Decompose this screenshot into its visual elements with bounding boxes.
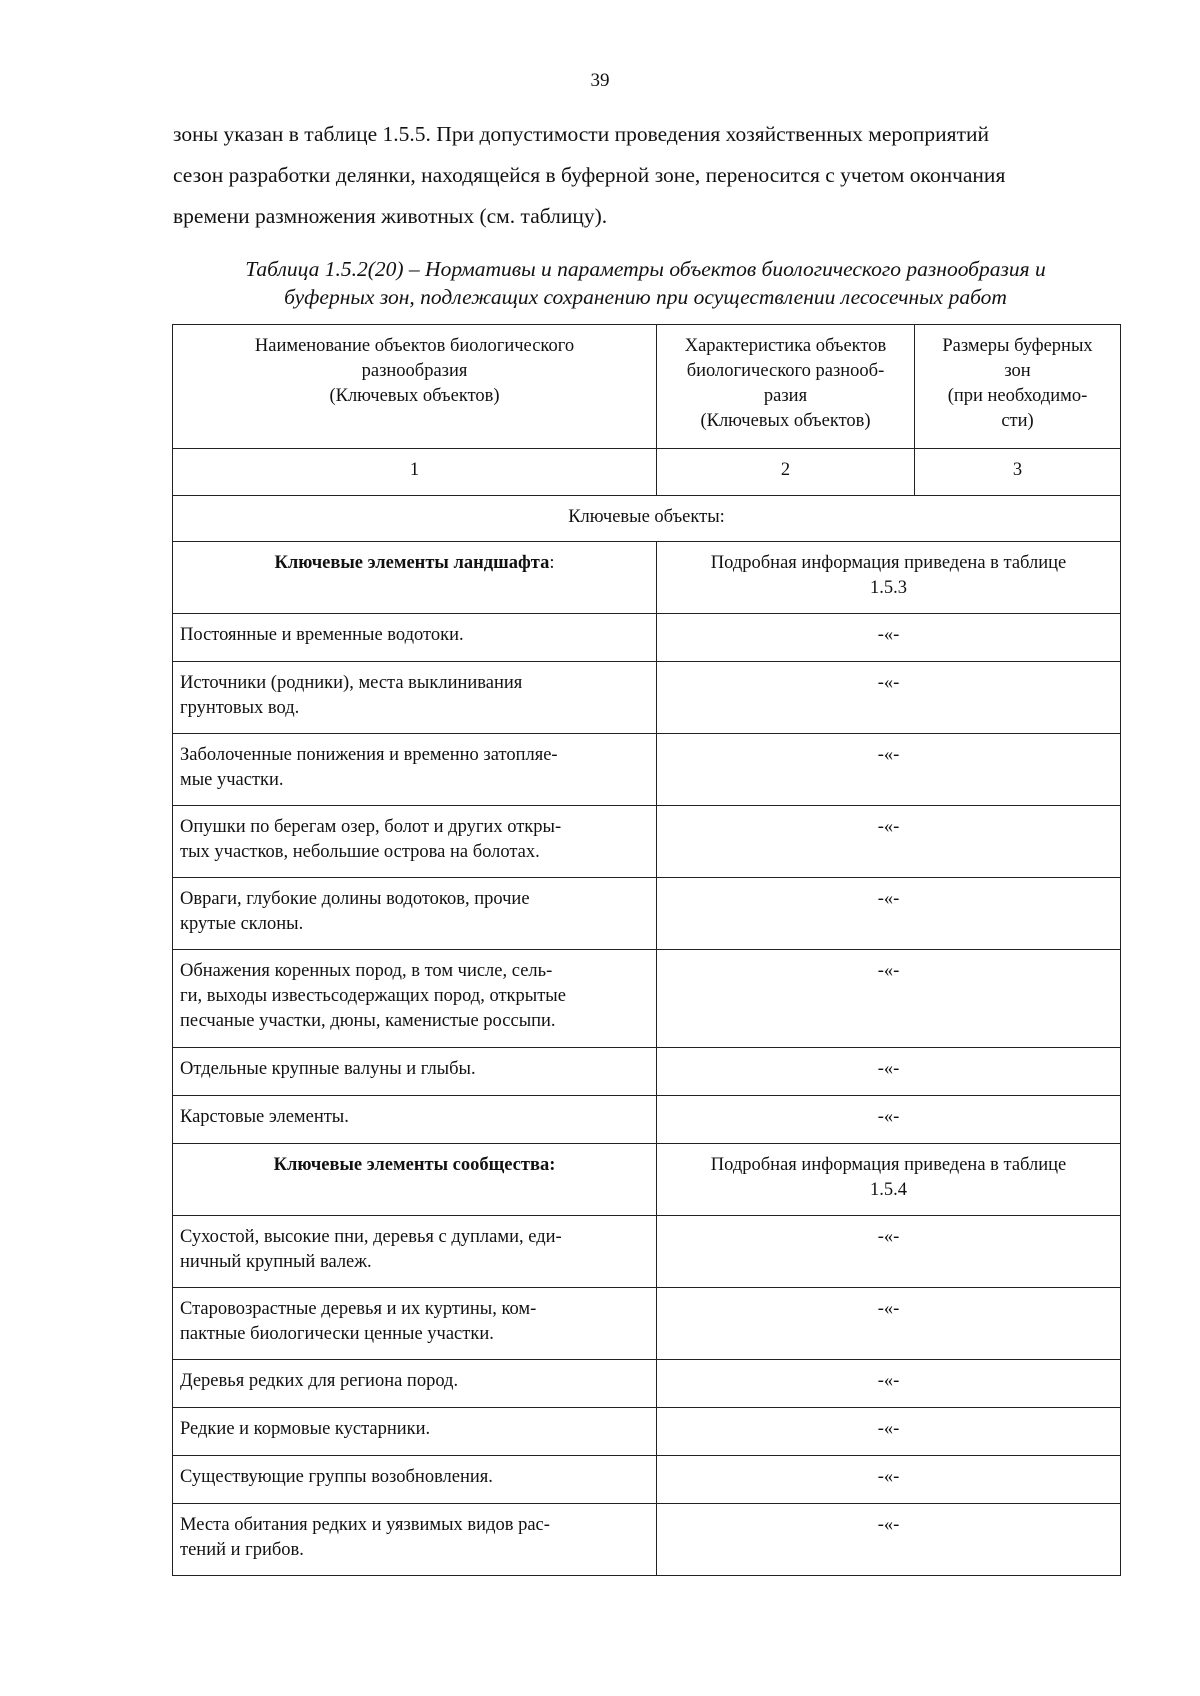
- page-number: 39: [590, 70, 610, 91]
- header-cell-characteristics: Характеристика объектов биологического разнооб- разия (Ключевых объектов): [657, 325, 915, 449]
- column-number: 3: [915, 449, 1121, 496]
- object-name-cell: Карстовые элементы.: [173, 1096, 657, 1144]
- group-title: [173, 1144, 657, 1216]
- caption-line: Таблица 1.5.2(20) – Нормативы и параметры объектов биологического разнообразия и: [245, 257, 1046, 281]
- object-name-cell: Существующие группы возобновления.: [173, 1456, 657, 1504]
- object-name-cell: Деревья редких для региона пород.: [173, 1360, 657, 1408]
- ditto-mark-cell: -«-: [657, 878, 1121, 950]
- group-title-text: Ключевые элементы ландшафта: [274, 553, 550, 573]
- header-cell-buffer-size: Размеры буферных зон (при необходимо- сти): [915, 325, 1121, 449]
- table-row: [173, 734, 1121, 806]
- ditto-mark-cell: -«-: [657, 1288, 1121, 1360]
- object-name-cell: Редкие и кормовые кустарники.: [173, 1408, 657, 1456]
- intro-line: времени размножения животных (см. таблицу).: [173, 204, 608, 228]
- ditto-mark-cell: -«-: [657, 1096, 1121, 1144]
- table-row: [173, 1456, 1121, 1504]
- table-row: [173, 662, 1121, 734]
- object-name-cell: Сухостой, высокие пни, деревья с дуплами, еди- ничный крупный валеж.: [173, 1216, 657, 1288]
- object-name-cell: Обнажения коренных пород, в том числе, сель- ги, выходы известьсодержащих пород, открытые песчаные участки, дюны, каменистые россыпи.: [173, 950, 657, 1048]
- ditto-mark-cell: -«-: [657, 1504, 1121, 1576]
- object-name-cell: Отдельные крупные валуны и глыбы.: [173, 1048, 657, 1096]
- group-title-suffix: :: [549, 553, 555, 573]
- object-name-cell: Овраги, глубокие долины водотоков, прочие крутые склоны.: [173, 878, 657, 950]
- ditto-mark-cell: -«-: [657, 734, 1121, 806]
- object-name-cell: Заболоченные понижения и временно затопляе- мые участки.: [173, 734, 657, 806]
- ditto-mark-cell: -«-: [657, 1048, 1121, 1096]
- header-row: [173, 325, 1121, 449]
- object-name-cell: Источники (родники), места выклинивания грунтовых вод.: [173, 662, 657, 734]
- column-number: 1: [173, 449, 657, 496]
- group-info: Подробная информация приведена в таблице 1.5.3: [657, 542, 1121, 614]
- ditto-mark-cell: -«-: [657, 1360, 1121, 1408]
- intro-line: зоны указан в таблице 1.5.5. При допустимости проведения хозяйственных мероприятий: [173, 122, 989, 146]
- ditto-mark-cell: -«-: [657, 662, 1121, 734]
- table-row: [173, 878, 1121, 950]
- ditto-mark-cell: -«-: [657, 950, 1121, 1048]
- object-name-cell: Старовозрастные деревья и их куртины, ком- пактные биологически ценные участки.: [173, 1288, 657, 1360]
- table-row: [173, 806, 1121, 878]
- table-row: [173, 614, 1121, 662]
- group-info: Подробная информация приведена в таблице 1.5.4: [657, 1144, 1121, 1216]
- table-row: [173, 1360, 1121, 1408]
- group-title: [173, 542, 657, 614]
- column-number-row: [173, 449, 1121, 496]
- object-name-cell: Постоянные и временные водотоки.: [173, 614, 657, 662]
- group-title-text: Ключевые элементы сообщества:: [273, 1155, 556, 1175]
- ditto-mark-cell: -«-: [657, 1408, 1121, 1456]
- intro-line: сезон разработки делянки, находящейся в буферной зоне, переносится с учетом окончания: [173, 163, 1006, 187]
- ditto-mark-cell: -«-: [657, 1456, 1121, 1504]
- group-title-row: [173, 1144, 1121, 1216]
- group-title-row: [173, 542, 1121, 614]
- biodiversity-table: [172, 324, 1121, 1576]
- table-row: [173, 1408, 1121, 1456]
- table-row: [173, 1504, 1121, 1576]
- table-row: [173, 1216, 1121, 1288]
- table-row: [173, 1048, 1121, 1096]
- ditto-mark-cell: -«-: [657, 1216, 1121, 1288]
- ditto-mark-cell: -«-: [657, 806, 1121, 878]
- intro-paragraph: [173, 114, 1118, 237]
- column-number: 2: [657, 449, 915, 496]
- object-name-cell: Места обитания редких и уязвимых видов рас- тений и грибов.: [173, 1504, 657, 1576]
- caption-line: буферных зон, подлежащих сохранению при осуществлении лесосечных работ: [284, 285, 1007, 309]
- ditto-mark-cell: -«-: [657, 614, 1121, 662]
- object-name-cell: Опушки по берегам озер, болот и других откры- тых участков, небольшие острова на болотах.: [173, 806, 657, 878]
- table-row: [173, 1288, 1121, 1360]
- header-cell-name: Наименование объектов биологического разнообразия (Ключевых объектов): [173, 325, 657, 449]
- section-title: Ключевые объекты:: [173, 496, 1121, 542]
- table-row: [173, 950, 1121, 1048]
- table-caption: [173, 255, 1118, 311]
- section-row: [173, 496, 1121, 542]
- table-row: [173, 1096, 1121, 1144]
